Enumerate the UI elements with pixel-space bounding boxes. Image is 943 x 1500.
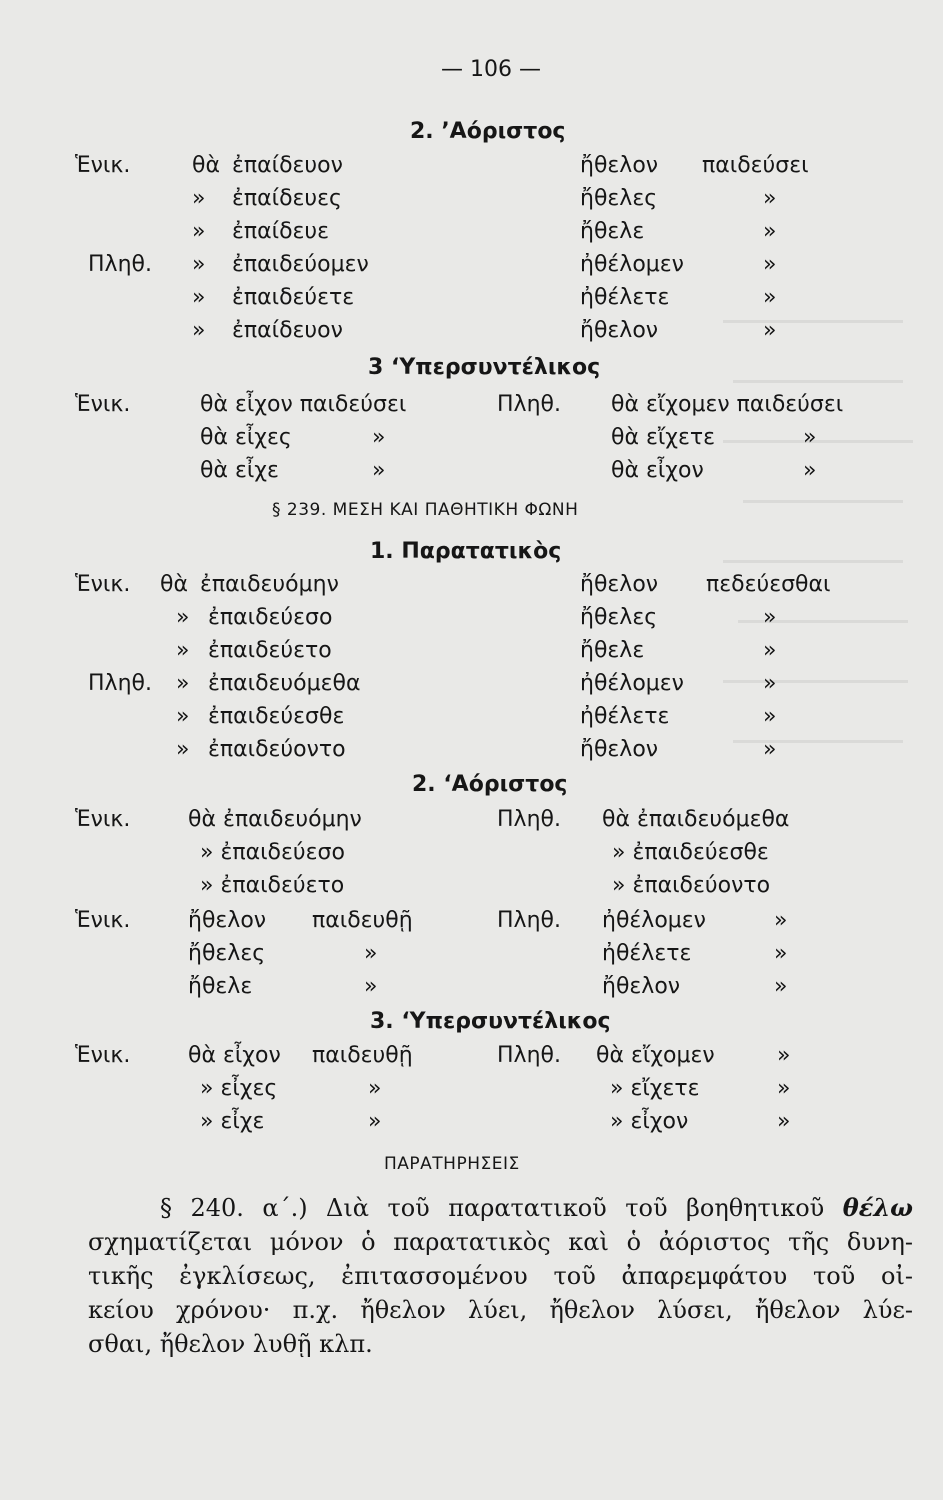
- s4b-row2-b: ἠθέλετε: [602, 941, 692, 966]
- s3-row1-b: ἐπαιδευόμην: [200, 572, 339, 597]
- s4a-row2-a: » ἐπαιδεύεσο: [200, 840, 345, 865]
- s2-row1-a: θὰ εἶχον παιδεύσει: [200, 392, 407, 417]
- s4a-row1-b: θὰ ἐπαιδευόμεθα: [602, 807, 790, 832]
- s3-row2-d: »: [763, 605, 777, 630]
- s3-row1-a: θὰ: [160, 572, 188, 597]
- s5-row1-p: Πληθ.: [497, 1043, 561, 1068]
- s2-row3-a: θὰ εἶχε: [200, 458, 279, 483]
- notes-title: ΠΑΡΑΤΗΡΗΣΕΙΣ: [384, 1154, 520, 1174]
- s2-row1-p: Πληθ.: [497, 392, 561, 417]
- s4a-row1-p: Πληθ.: [497, 807, 561, 832]
- s5-row2-m: »: [368, 1076, 382, 1101]
- s3-row5-a: »: [176, 704, 190, 729]
- s5-row3-a: » εἶχε: [200, 1109, 265, 1134]
- s4a-row1-a: θὰ ἐπαιδευόμην: [188, 807, 362, 832]
- section-title-middle-passive: § 239. ΜΕΣΗ ΚΑΙ ΠΑΘΗΤΙΚΗ ΦΩΝΗ: [272, 500, 579, 520]
- s4a-row1-num: Ἑνικ.: [75, 807, 131, 832]
- s1-row2-c: ἤθελες: [580, 186, 658, 211]
- s1-row2-b: ἐπαίδευες: [232, 186, 342, 211]
- paragraph-line-1: [88, 1191, 913, 1225]
- s1-row1-a: θὰ: [192, 153, 220, 178]
- s3-row3-b: ἐπαιδεύετο: [208, 638, 332, 663]
- s4b-row1-p: Πληθ.: [497, 908, 561, 933]
- s4b-row1-a: ἤθελον: [188, 908, 267, 933]
- s1-row4-a: »: [192, 252, 206, 277]
- s1-row6-a: »: [192, 318, 206, 343]
- paragraph-line-1-text: § 240. α΄.) Διὰ τοῦ παρατατικοῦ τοῦ βοηθητικοῦ: [160, 1194, 843, 1222]
- s2-row2-r: »: [803, 425, 817, 450]
- s1-row4-num: Πληθ.: [88, 252, 152, 277]
- s4b-row2-m: »: [364, 941, 378, 966]
- s4b-row2-r: »: [774, 941, 788, 966]
- paragraph-line-5: σθαι, ἤθελον λυθῇ κλπ.: [88, 1330, 373, 1358]
- s1-row5-b: ἐπαιδεύετε: [232, 285, 355, 310]
- s5-row1-a: θὰ εἶχον: [188, 1043, 281, 1068]
- s3-row4-c: ἠθέλομεν: [580, 671, 684, 696]
- s1-row5-a: »: [192, 285, 206, 310]
- s3-row4-d: »: [763, 671, 777, 696]
- s3-row4-num: Πληθ.: [88, 671, 152, 696]
- s2-row3-b: θὰ εἶχον: [611, 458, 704, 483]
- s4b-row1-b: ἠθέλομεν: [602, 908, 706, 933]
- s1-row3-a: »: [192, 219, 206, 244]
- s2-row1-num: Ἑνικ.: [75, 392, 131, 417]
- s5-row1-m: παιδευθῇ: [312, 1043, 413, 1068]
- s1-row3-b: ἐπαίδευε: [232, 219, 330, 244]
- s5-row3-b: » εἶχον: [610, 1109, 689, 1134]
- s3-row3-a: »: [176, 638, 190, 663]
- section-heading-imperfect: 1. Παρατατικὸς: [370, 539, 562, 564]
- s1-row4-c: ἠθέλομεν: [580, 252, 684, 277]
- section-heading-pluperfect: 3 ‘Υπερσυντέλικος: [368, 355, 601, 380]
- bleed-through-texture: [723, 300, 923, 800]
- s1-row1-c: ἤθελον: [580, 153, 659, 178]
- s3-row5-d: »: [763, 704, 777, 729]
- s4b-row2-a: ἤθελες: [188, 941, 266, 966]
- s3-row4-b: ἐπαιδευόμεθα: [208, 671, 361, 696]
- s2-row3-q: »: [372, 458, 386, 483]
- paragraph-line-3: τικῆς ἐγκλίσεως, ἐπιτασσομένου τοῦ ἀπαρεμφάτου τοῦ οἰ-: [88, 1262, 913, 1290]
- s3-row6-c: ἤθελον: [580, 737, 659, 762]
- s4b-row3-a: ἤθελε: [188, 974, 253, 999]
- s1-row6-c: ἤθελον: [580, 318, 659, 343]
- s2-row2-b: θὰ εἴχετε: [611, 425, 716, 450]
- s5-row2-r: »: [777, 1076, 791, 1101]
- s4b-row1-num: Ἑνικ.: [75, 908, 131, 933]
- s3-row5-c: ἠθέλετε: [580, 704, 670, 729]
- s2-row1-b: θὰ εἴχομεν παιδεύσει: [611, 392, 844, 417]
- s3-row6-a: »: [176, 737, 190, 762]
- section-heading-aorist: 2. ’Αόριστος: [410, 119, 566, 144]
- s2-row3-r: »: [803, 458, 817, 483]
- page-number: — 106 —: [441, 57, 541, 82]
- s2-row2-q: »: [372, 425, 386, 450]
- s1-row1-num: Ἑνικ.: [75, 153, 131, 178]
- s3-row6-b: ἐπαιδεύοντο: [208, 737, 346, 762]
- s3-row2-c: ἤθελες: [580, 605, 658, 630]
- s1-row1-d: παιδεύσει: [702, 153, 809, 178]
- s4a-row3-a: » ἐπαιδεύετο: [200, 873, 345, 898]
- s5-row3-m: »: [368, 1109, 382, 1134]
- s4b-row3-r: »: [774, 974, 788, 999]
- s1-row2-d: »: [763, 186, 777, 211]
- s1-row2-a: »: [192, 186, 206, 211]
- paragraph-240: [88, 1191, 913, 1361]
- s2-row2-a: θὰ εἶχες: [200, 425, 292, 450]
- s4a-row3-b: » ἐπαιδεύοντο: [612, 873, 771, 898]
- s1-row4-b: ἐπαιδεύομεν: [232, 252, 369, 277]
- s1-row6-b: ἐπαίδευον: [232, 318, 343, 343]
- s1-row5-c: ἠθέλετε: [580, 285, 670, 310]
- s1-row6-d: »: [763, 318, 777, 343]
- s3-row5-b: ἐπαιδεύεσθε: [208, 704, 345, 729]
- s3-row3-d: »: [763, 638, 777, 663]
- s4b-row3-m: »: [364, 974, 378, 999]
- section-heading-pluperfect-passive: 3. ‘Υπερσυντέλικος: [370, 1009, 611, 1034]
- s5-row2-b: » εἴχετε: [610, 1076, 700, 1101]
- s4b-row1-m: παιδευθῇ: [312, 908, 413, 933]
- paragraph-line-2: σχηματίζεται μόνον ὁ παρατατικὸς καὶ ὁ ἀόριστος τῆς δυνη-: [88, 1228, 913, 1256]
- s1-row5-d: »: [763, 285, 777, 310]
- s1-row3-c: ἤθελε: [580, 219, 645, 244]
- s5-row1-r: »: [777, 1043, 791, 1068]
- s3-row3-c: ἤθελε: [580, 638, 645, 663]
- s3-row4-a: »: [176, 671, 190, 696]
- s1-row3-d: »: [763, 219, 777, 244]
- s3-row6-d: »: [763, 737, 777, 762]
- s3-row2-b: ἐπαιδεύεσο: [208, 605, 333, 630]
- paragraph-emphasis: θέλω: [842, 1193, 913, 1222]
- s3-row1-c: ἤθελον: [580, 572, 659, 597]
- s1-row1-b: ἐπαίδευον: [232, 153, 343, 178]
- s4b-row1-r: »: [774, 908, 788, 933]
- section-heading-aorist-passive: 2. ‘Αόριστος: [412, 772, 568, 797]
- paragraph-line-4: κείου χρόνου· π.χ. ἤθελον λύει, ἤθελον λύσει, ἤθελον λύε-: [88, 1296, 913, 1324]
- s3-row2-a: »: [176, 605, 190, 630]
- s5-row1-b: θὰ εἴχομεν: [596, 1043, 715, 1068]
- s5-row1-num: Ἑνικ.: [75, 1043, 131, 1068]
- s5-row2-a: » εἶχες: [200, 1076, 278, 1101]
- s4b-row3-b: ἤθελον: [602, 974, 681, 999]
- s3-row1-d: πεδεύεσθαι: [706, 572, 831, 597]
- s5-row3-r: »: [777, 1109, 791, 1134]
- s3-row1-num: Ἑνικ.: [75, 572, 131, 597]
- s4a-row2-b: » ἐπαιδεύεσθε: [612, 840, 769, 865]
- s1-row4-d: »: [763, 252, 777, 277]
